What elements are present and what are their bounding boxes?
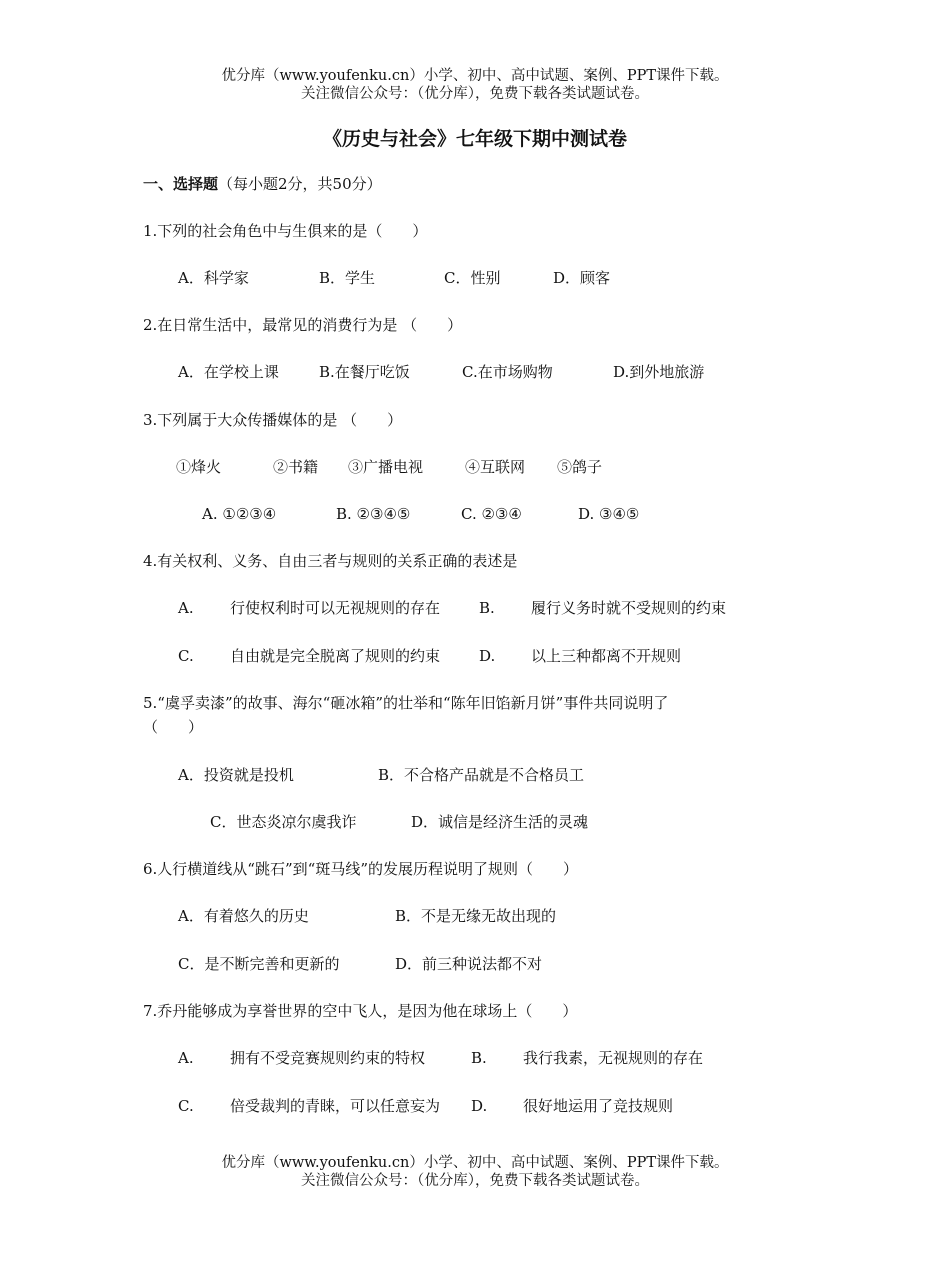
q3-item-5: ⑤鸽子 — [557, 458, 603, 476]
q7-option-d-label[interactable]: D. — [471, 1097, 488, 1115]
q3-option-d[interactable]: D. ③④⑤ — [578, 505, 640, 523]
q7-option-b-text[interactable]: 我行我素，无视规则的存在 — [523, 1049, 704, 1067]
q3-option-c[interactable]: C. ②③④ — [461, 505, 522, 523]
q7-option-d-text[interactable]: 很好地运用了竞技规则 — [523, 1097, 674, 1115]
q3-item-4: ④互联网 — [465, 458, 526, 476]
header-line-1: 优分库（www.youfenku.cn）小学、初中、高中试题、案例、PPT课件下载。 — [221, 68, 729, 84]
q1-option-c[interactable]: C．性别 — [444, 269, 501, 287]
q1-option-b[interactable]: B．学生 — [319, 269, 376, 287]
q7-option-a-text[interactable]: 拥有不受竞赛规则约束的特权 — [230, 1049, 426, 1067]
question-5-stem-cont: （ ） — [143, 718, 204, 736]
section-heading — [143, 174, 382, 194]
q4-option-a-label[interactable]: A. — [178, 599, 194, 617]
q5-option-c[interactable]: C．世态炎凉尔虞我诈 — [210, 813, 357, 831]
q1-option-d[interactable]: D．顾客 — [553, 269, 611, 287]
q5-option-d[interactable]: D．诚信是经济生活的灵魂 — [411, 813, 589, 831]
q2-option-b[interactable]: B.在餐厅吃饭 — [319, 363, 410, 381]
q7-option-b-label[interactable]: B. — [471, 1049, 487, 1067]
footer-line-1: 优分库（www.youfenku.cn）小学、初中、高中试题、案例、PPT课件下载。 — [221, 1155, 729, 1171]
q6-option-c[interactable]: C．是不断完善和更新的 — [178, 955, 340, 973]
question-6-stem: 6.人行横道线从“跳石”到“斑马线”的发展历程说明了规则（ ） — [143, 860, 578, 878]
q3-item-2: ②书籍 — [273, 458, 319, 476]
q5-option-a[interactable]: A．投资就是投机 — [178, 766, 294, 784]
q4-option-c-text[interactable]: 自由就是完全脱离了规则的约束 — [230, 647, 441, 665]
page-footer — [0, 1154, 950, 1190]
q7-option-c-text[interactable]: 倍受裁判的青睐，可以任意妄为 — [230, 1097, 441, 1115]
question-1-stem: 1.下列的社会角色中与生俱来的是（ ） — [143, 222, 428, 240]
q2-option-a[interactable]: A．在学校上课 — [178, 363, 279, 381]
question-3-stem: 3.下列属于大众传播媒体的是 （ ） — [143, 411, 403, 429]
section-note: （每小题2分，共50分） — [218, 175, 382, 193]
q3-item-1: ①烽火 — [176, 458, 222, 476]
q7-option-a-label[interactable]: A. — [178, 1049, 194, 1067]
q4-option-b-text[interactable]: 履行义务时就不受规则的约束 — [531, 599, 727, 617]
page-header — [0, 67, 950, 103]
q1-option-a[interactable]: A．科学家 — [178, 269, 249, 287]
exam-title: 《历史与社会》七年级下期中测试卷 — [322, 128, 627, 150]
q6-option-a[interactable]: A．有着悠久的历史 — [178, 907, 309, 925]
header-line-2: 关注微信公众号：（优分库），免费下载各类试题试卷。 — [301, 86, 649, 102]
question-2-stem: 2.在日常生活中，最常见的消费行为是 （ ） — [143, 316, 463, 334]
question-5-stem: 5.“虞孚卖漆”的故事、海尔“砸冰箱”的壮举和“陈年旧馅新月饼”事件共同说明了 — [143, 694, 669, 712]
q4-option-a-text[interactable]: 行使权利时可以无视规则的存在 — [230, 599, 441, 617]
question-7-stem: 7.乔丹能够成为享誉世界的空中飞人，是因为他在球场上（ ） — [143, 1002, 578, 1020]
section-name: 一、选择题 — [143, 175, 219, 193]
q3-option-a[interactable]: A. ①②③④ — [202, 505, 277, 523]
q4-option-c-label[interactable]: C. — [178, 647, 194, 665]
question-4-stem: 4.有关权利、义务、自由三者与规则的关系正确的表述是 — [143, 552, 518, 570]
q2-option-d[interactable]: D.到外地旅游 — [613, 363, 705, 381]
q3-option-b[interactable]: B. ②③④⑤ — [336, 505, 411, 523]
q2-option-c[interactable]: C.在市场购物 — [462, 363, 553, 381]
q4-option-d-text[interactable]: 以上三种都离不开规则 — [531, 647, 682, 665]
q3-item-3: ③广播电视 — [348, 458, 424, 476]
footer-line-2: 关注微信公众号：（优分库），免费下载各类试题试卷。 — [301, 1173, 649, 1189]
q7-option-c-label[interactable]: C. — [178, 1097, 194, 1115]
q6-option-b[interactable]: B．不是无缘无故出现的 — [395, 907, 557, 925]
q4-option-b-label[interactable]: B. — [479, 599, 495, 617]
q5-option-b[interactable]: B．不合格产品就是不合格员工 — [378, 766, 585, 784]
q6-option-d[interactable]: D．前三种说法都不对 — [395, 955, 543, 973]
q4-option-d-label[interactable]: D. — [479, 647, 496, 665]
